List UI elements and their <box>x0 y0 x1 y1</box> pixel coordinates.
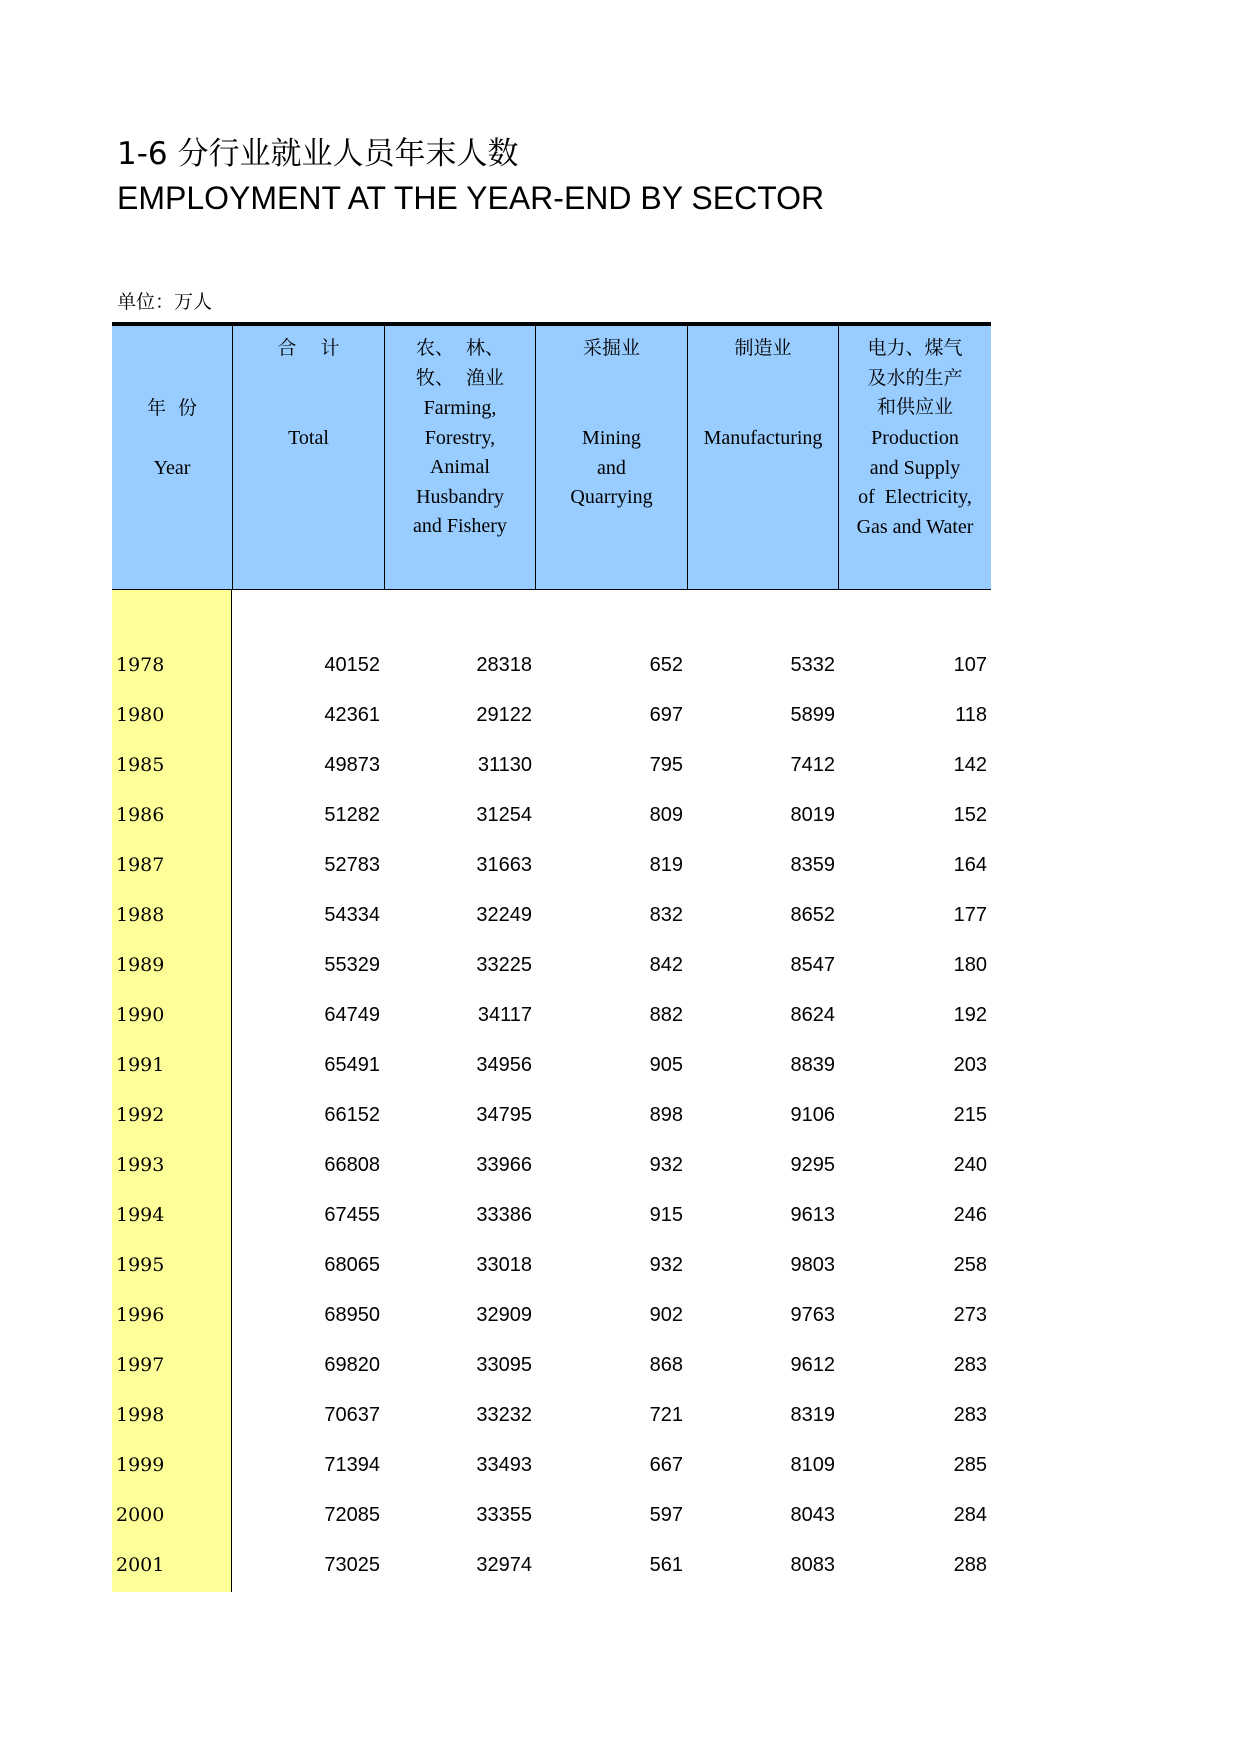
year-cell: 1985 <box>116 754 165 776</box>
year-cell: 1991 <box>116 1054 165 1076</box>
column-header-cn: 农、 林、 牧、 渔业 <box>415 337 505 389</box>
value-cell: 915 <box>649 1204 683 1226</box>
value-cell: 31130 <box>477 754 532 776</box>
table-row <box>112 1550 991 1580</box>
value-cell: 8109 <box>790 1454 835 1476</box>
value-cell: 285 <box>953 1454 987 1476</box>
year-cell: 1999 <box>116 1454 165 1476</box>
year-cell: 1980 <box>116 704 165 726</box>
value-cell: 795 <box>649 754 683 776</box>
value-cell: 49873 <box>324 754 380 776</box>
value-cell: 842 <box>649 954 683 976</box>
value-cell: 32249 <box>476 904 532 926</box>
value-cell: 273 <box>953 1304 987 1326</box>
column-header-en: Manufacturing <box>703 427 823 449</box>
value-cell: 152 <box>953 804 987 826</box>
value-cell: 29122 <box>476 704 532 726</box>
value-cell: 68950 <box>324 1304 380 1326</box>
value-cell: 65491 <box>324 1054 380 1076</box>
value-cell: 246 <box>953 1204 987 1226</box>
table-row <box>112 850 991 880</box>
value-cell: 932 <box>649 1154 683 1176</box>
table-row <box>112 950 991 980</box>
year-cell: 2001 <box>116 1554 165 1576</box>
value-cell: 8624 <box>790 1004 835 1026</box>
value-cell: 73025 <box>324 1554 380 1576</box>
value-cell: 597 <box>649 1504 683 1526</box>
table-row <box>112 1350 991 1380</box>
page-title-cn: 1-6 分行业就业人员年末人数 <box>117 136 519 172</box>
year-cell: 1989 <box>116 954 165 976</box>
value-cell: 932 <box>649 1254 683 1276</box>
year-cell: 1995 <box>116 1254 165 1276</box>
table-row <box>112 700 991 730</box>
value-cell: 42361 <box>324 704 380 726</box>
value-cell: 71394 <box>324 1454 380 1476</box>
value-cell: 31254 <box>476 804 532 826</box>
column-header-cn: 制造业 <box>734 337 792 359</box>
table-row <box>112 1150 991 1180</box>
value-cell: 809 <box>649 804 683 826</box>
year-cell: 1990 <box>116 1004 165 1026</box>
value-cell: 192 <box>953 1004 987 1026</box>
value-cell: 898 <box>649 1104 683 1126</box>
value-cell: 7412 <box>790 754 835 776</box>
value-cell: 8547 <box>790 954 835 976</box>
value-cell: 33355 <box>476 1504 532 1526</box>
value-cell: 288 <box>953 1554 987 1576</box>
table-row <box>112 1500 991 1530</box>
value-cell: 72085 <box>324 1504 380 1526</box>
value-cell: 203 <box>953 1054 987 1076</box>
value-cell: 240 <box>953 1154 987 1176</box>
value-cell: 177 <box>953 904 987 926</box>
table-row <box>112 1050 991 1080</box>
table-row <box>112 650 991 680</box>
value-cell: 284 <box>953 1504 987 1526</box>
table-row <box>112 750 991 780</box>
column-header-4 <box>687 326 838 589</box>
table-row <box>112 1200 991 1230</box>
value-cell: 66808 <box>324 1154 380 1176</box>
year-cell: 2000 <box>116 1504 165 1526</box>
unit-label: 单位：万人 <box>117 291 213 313</box>
column-header-en: Year <box>153 457 191 479</box>
year-cell: 1997 <box>116 1354 165 1376</box>
value-cell: 70637 <box>324 1404 380 1426</box>
year-cell: 1978 <box>116 654 165 676</box>
column-header-en: Total <box>288 427 329 449</box>
year-column-background <box>112 590 232 1592</box>
year-cell: 1988 <box>116 904 165 926</box>
value-cell: 5899 <box>790 704 835 726</box>
value-cell: 258 <box>953 1254 987 1276</box>
value-cell: 721 <box>649 1404 683 1426</box>
value-cell: 34117 <box>477 1004 532 1026</box>
value-cell: 9763 <box>790 1304 835 1326</box>
column-header-en: Farming, Forestry, Animal Husbandry and Fishery <box>413 397 507 537</box>
value-cell: 142 <box>953 754 987 776</box>
year-cell: 1996 <box>116 1304 165 1326</box>
value-cell: 69820 <box>324 1354 380 1376</box>
value-cell: 31663 <box>476 854 532 876</box>
value-cell: 33095 <box>476 1354 532 1376</box>
table-header <box>112 322 991 590</box>
value-cell: 55329 <box>324 954 380 976</box>
value-cell: 64749 <box>324 1004 380 1026</box>
column-header-en: Mining and Quarrying <box>570 427 653 508</box>
value-cell: 66152 <box>324 1104 380 1126</box>
value-cell: 33232 <box>476 1404 532 1426</box>
year-cell: 1987 <box>116 854 165 876</box>
value-cell: 40152 <box>324 654 380 676</box>
value-cell: 33493 <box>476 1454 532 1476</box>
value-cell: 164 <box>953 854 987 876</box>
year-cell: 1994 <box>116 1204 165 1226</box>
value-cell: 697 <box>649 704 683 726</box>
table-row <box>112 1000 991 1030</box>
value-cell: 107 <box>953 654 987 676</box>
column-header-3 <box>535 326 687 589</box>
value-cell: 180 <box>953 954 987 976</box>
year-cell: 1986 <box>116 804 165 826</box>
value-cell: 8319 <box>790 1404 835 1426</box>
value-cell: 34795 <box>476 1104 532 1126</box>
value-cell: 52783 <box>324 854 380 876</box>
value-cell: 283 <box>953 1404 987 1426</box>
value-cell: 8652 <box>790 904 835 926</box>
column-header-cn: 合 计 <box>277 337 340 359</box>
table-row <box>112 1250 991 1280</box>
value-cell: 51282 <box>324 804 380 826</box>
column-header-cn: 电力、煤气 及水的生产 和供应业 <box>867 337 963 418</box>
value-cell: 8043 <box>790 1504 835 1526</box>
value-cell: 5332 <box>790 654 835 676</box>
value-cell: 9613 <box>790 1204 835 1226</box>
table-row <box>112 1100 991 1130</box>
column-header-5 <box>838 326 991 589</box>
table-row <box>112 1450 991 1480</box>
value-cell: 667 <box>649 1454 683 1476</box>
value-cell: 33225 <box>476 954 532 976</box>
value-cell: 54334 <box>324 904 380 926</box>
value-cell: 652 <box>649 654 683 676</box>
year-cell: 1993 <box>116 1154 165 1176</box>
value-cell: 868 <box>649 1354 683 1376</box>
value-cell: 28318 <box>476 654 532 676</box>
value-cell: 9612 <box>790 1354 835 1376</box>
value-cell: 8083 <box>790 1554 835 1576</box>
column-header-en: Production and Supply of Electricity, Gas and Water <box>856 427 974 538</box>
column-header-cn: 采掘业 <box>582 337 640 359</box>
value-cell: 33966 <box>476 1154 532 1176</box>
value-cell: 819 <box>649 854 683 876</box>
value-cell: 118 <box>955 704 987 726</box>
value-cell: 33386 <box>476 1204 532 1226</box>
value-cell: 215 <box>953 1104 987 1126</box>
value-cell: 283 <box>953 1354 987 1376</box>
value-cell: 882 <box>649 1004 683 1026</box>
value-cell: 561 <box>649 1554 683 1576</box>
value-cell: 8019 <box>790 804 835 826</box>
year-cell: 1992 <box>116 1104 165 1126</box>
value-cell: 68065 <box>324 1254 380 1276</box>
page-title-en: EMPLOYMENT AT THE YEAR-END BY SECTOR <box>117 180 825 216</box>
column-header-cn: 年 份 <box>146 397 198 419</box>
value-cell: 67455 <box>324 1204 380 1226</box>
column-header-1 <box>232 326 384 589</box>
column-header-2 <box>384 326 535 589</box>
value-cell: 9295 <box>790 1154 835 1176</box>
value-cell: 905 <box>649 1054 683 1076</box>
table-row <box>112 800 991 830</box>
year-cell: 1998 <box>116 1404 165 1426</box>
value-cell: 8839 <box>790 1054 835 1076</box>
value-cell: 32974 <box>476 1554 532 1576</box>
column-header-0 <box>112 326 232 589</box>
value-cell: 902 <box>649 1304 683 1326</box>
value-cell: 33018 <box>476 1254 532 1276</box>
table-row <box>112 1400 991 1430</box>
value-cell: 32909 <box>476 1304 532 1326</box>
value-cell: 832 <box>649 904 683 926</box>
value-cell: 9803 <box>790 1254 835 1276</box>
table-row <box>112 900 991 930</box>
value-cell: 34956 <box>476 1054 532 1076</box>
table-row <box>112 1300 991 1330</box>
value-cell: 8359 <box>790 854 835 876</box>
value-cell: 9106 <box>790 1104 835 1126</box>
